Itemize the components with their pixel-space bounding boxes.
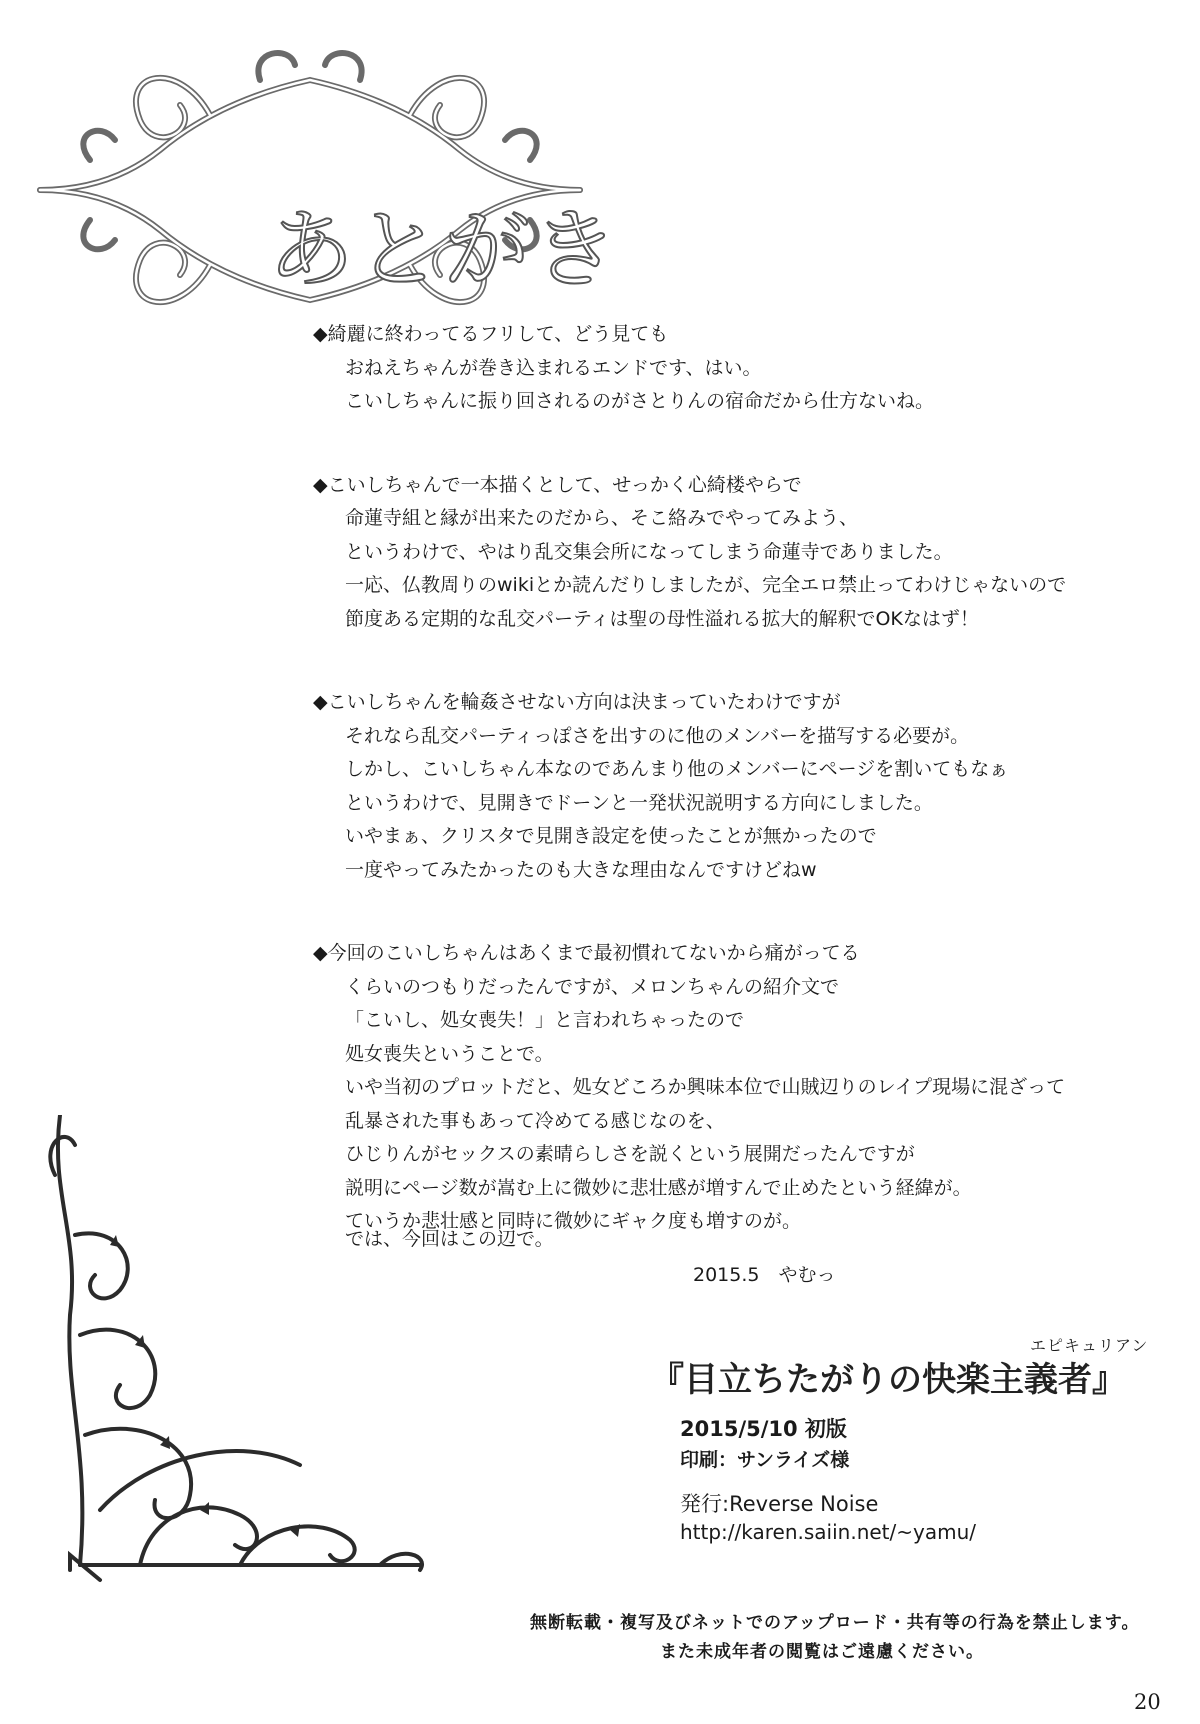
printer-credit: 印刷：サンライズ様 [680,1449,850,1471]
age-notice: また未成年者の閲覧はご遠慮ください。 [660,1642,984,1662]
text-line: こいしちゃんに振り回されるのがさとりんの宿命だから仕方ないね。 [345,390,935,412]
text-line: 節度ある定期的な乱交パーティは聖の母性溢れる拡大的解釈でOKなはず！ [345,607,979,630]
text-line: というわけで、見開きでドーンと一発状況説明する方向にしました。 [345,791,933,814]
page-number: 20 [1134,1690,1161,1714]
text-line: 乱暴された事もあって冷めてる感じなのを、 [345,1109,725,1132]
text-line: というわけで、やはり乱交集会所になってしまう命蓮寺でありました。 [345,540,953,563]
text-line: しかし、こいしちゃん本なのであんまり他のメンバーにページを割いてもなぁ [345,758,1009,780]
text-line: おねえちゃんが巻き込まれるエンドです、はい。 [345,356,762,379]
book-title: 『目立ちたがりの快楽主義者』 [650,1360,1126,1400]
paragraph [313,469,1133,637]
publication-date: 2015/5/10 初版 [680,1417,847,1441]
closing-line: では、今回はこの辺で。 [345,1228,554,1250]
page-title: あとがき [268,200,620,300]
title-ruby: エピキュリアン [1030,1336,1149,1355]
text-line: 一応、仏教周りのwikiとか読んだりしましたが、完全エロ禁止ってわけじゃないので [345,574,1067,596]
text-line: ひじりんがセックスの素晴らしさを説くという展開だったんですが [345,1143,915,1165]
text-line: 「こいし、処女喪失！」と言われちゃったので [345,1009,745,1031]
text-line: くらいのつもりだったんですが、メロンちゃんの紹介文で [345,975,840,998]
text-line: ていうか悲壮感と同時に微妙にギャク度も増すのが。 [345,1210,802,1232]
text-line: 命蓮寺組と縁が出来たのだから、そこ絡みでやってみよう、 [345,507,859,529]
text-line: いやまぁ、クリスタで見開き設定を使ったことが無かったので [345,825,877,847]
paragraph [313,318,1133,419]
copyright-notice: 無断転載・複写及びネットでのアップロード・共有等の行為を禁止します。 [530,1613,1140,1633]
text-line: ◆こいしちゃんを輪姦させない方向は決まっていたわけですが [313,691,841,713]
text-line: 一度やってみたかったのも大きな理由なんですけどねw [345,858,817,881]
website-url: http://karen.saiin.net/~yamu/ [680,1520,977,1544]
publisher: 発行:Reverse Noise [680,1492,879,1516]
text-line: それなら乱交パーティっぽさを出すのに他のメンバーを描写する必要が。 [345,724,970,747]
text-line: ◆綺麗に終わってるフリして、どう見ても [313,323,669,345]
text-line: いや当初のプロットだと、処女どころか興味本位で山賊辺りのレイプ現場に混ざって [345,1076,1066,1098]
text-line: 説明にページ数が嵩む上に微妙に悲壮感が増すんで止めたという経緯が。 [345,1176,972,1199]
signature: 2015.5 やむっ [693,1264,836,1286]
corner-vine-ornament [40,1115,460,1585]
text-line: ◆今回のこいしちゃんはあくまで最初慣れてないから痛がってる [313,942,860,964]
text-line: 処女喪失ということで。 [345,1042,554,1065]
paragraph [313,686,1133,887]
text-line: ◆こいしちゃんで一本描くとして、せっかく心綺楼やらで [313,473,802,496]
